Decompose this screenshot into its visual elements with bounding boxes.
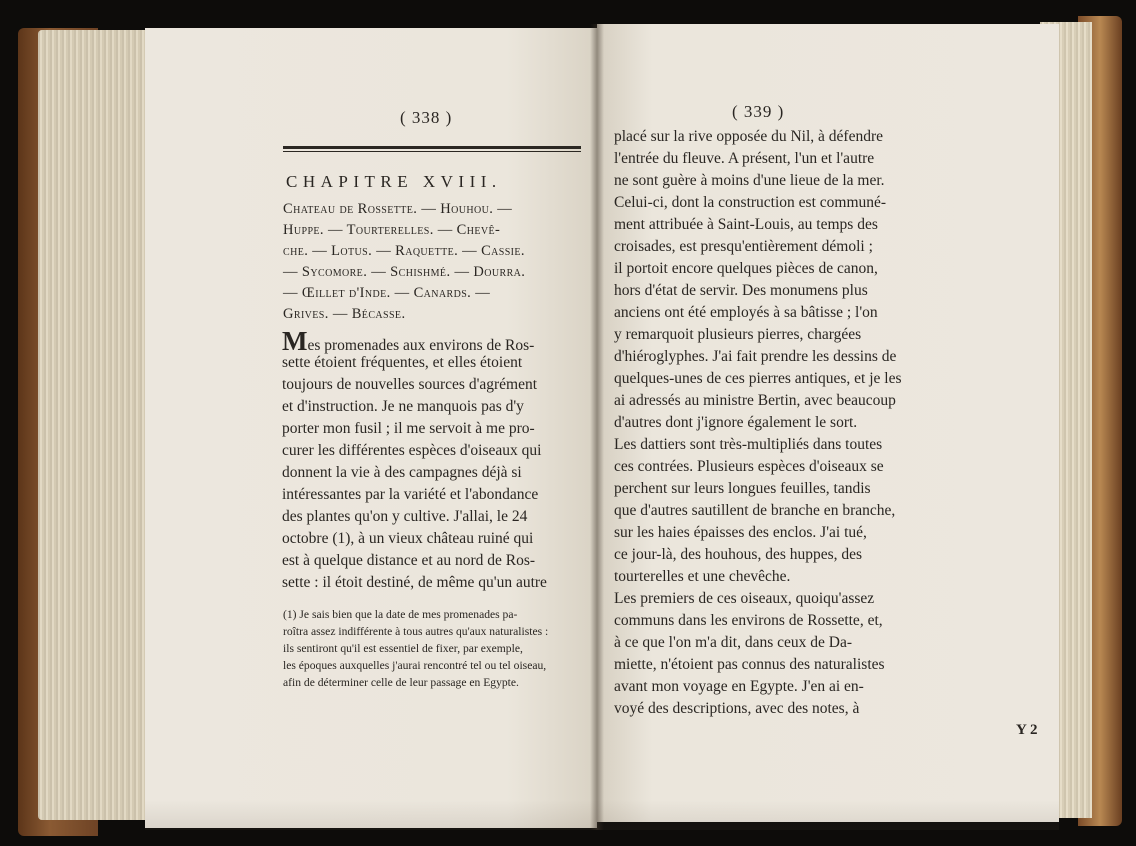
body-line: et d'instruction. Je ne manquois pas d'y bbox=[282, 398, 524, 415]
body-line: des plantes qu'on y cultive. J'allai, le 24 bbox=[282, 508, 528, 525]
body-line: ne sont guère à moins d'une lieue de la mer. bbox=[614, 172, 885, 189]
body-line: Celui-ci, dont la construction est communé- bbox=[614, 194, 887, 211]
body-line: toujours de nouvelles sources d'agrément bbox=[282, 376, 538, 393]
signature-mark: Y 2 bbox=[1016, 722, 1038, 738]
body-line: à ce que l'on m'a dit, dans ceux de Da- bbox=[614, 634, 852, 651]
body-line: perchent sur leurs longues feuilles, tandis bbox=[614, 480, 871, 497]
body-line: hors d'état de servir. Des monumens plus bbox=[614, 282, 868, 299]
body-line: il portoit encore quelques pièces de canon, bbox=[614, 260, 878, 277]
chapter-summary-line: che. — Lotus. — Raquette. — Cassie. bbox=[283, 243, 525, 259]
body-line: miette, n'étoient pas connus des naturalistes bbox=[614, 656, 885, 673]
right-page-number: ( 339 ) bbox=[732, 102, 785, 121]
footnote-line: afin de déterminer celle de leur passage en Egypte. bbox=[283, 676, 519, 689]
footnote-line: les époques auxquelles j'aurai rencontré tel ou tel oiseau, bbox=[283, 659, 547, 672]
chapter-summary-line: — Sycomore. — Schishmé. — Dourra. bbox=[283, 264, 526, 280]
body-line: communs dans les environs de Rossette, et, bbox=[614, 612, 883, 629]
body-line: intéressantes par la variété et l'abondance bbox=[282, 486, 539, 503]
chapter-title: CHAPITRE XVIII. bbox=[286, 172, 502, 191]
footnote-line: roîtra assez indifférente à tous autres qu'aux naturalistes : bbox=[283, 625, 549, 638]
body-line: ment attribuée à Saint-Louis, au temps des bbox=[614, 216, 878, 233]
body-line: que d'autres sautillent de branche en branche, bbox=[614, 502, 896, 519]
header-rule-thick bbox=[283, 146, 581, 149]
drop-cap: M bbox=[282, 326, 308, 356]
body-line: sette étoient fréquentes, et elles étoient bbox=[282, 354, 523, 371]
body-line: est à quelque distance et au nord de Ros- bbox=[282, 552, 536, 569]
chapter-summary-line: — Œillet d'Inde. — Canards. — bbox=[283, 285, 491, 301]
body-line: ai adressés au ministre Bertin, avec beaucoup bbox=[614, 392, 896, 409]
body-line: ce jour-là, des houhous, des huppes, des bbox=[614, 546, 863, 563]
body-line: y remarquoit plusieurs pierres, chargées bbox=[614, 326, 862, 343]
body-line: croisades, est presqu'entièrement démoli ; bbox=[614, 238, 873, 255]
body-first-line bbox=[282, 328, 534, 355]
left-page-number: ( 338 ) bbox=[400, 108, 453, 127]
body-line: quelques-unes de ces pierres antiques, et je les bbox=[614, 370, 902, 387]
chapter-summary-line: Huppe. — Tourterelles. — Chevê- bbox=[283, 222, 501, 238]
page-bottom-shadow bbox=[145, 800, 1059, 830]
body-line: Les premiers de ces oiseaux, quoiqu'assez bbox=[614, 590, 875, 607]
body-line: tourterelles et une chevêche. bbox=[614, 568, 791, 585]
footnote-line: (1) Je sais bien que la date de mes promenades pa- bbox=[283, 608, 518, 621]
chapter-summary-line: Chateau de Rossette. — Houhou. — bbox=[283, 201, 513, 217]
header-rule-thin bbox=[283, 151, 581, 152]
body-line: voyé des descriptions, avec des notes, à bbox=[614, 700, 860, 717]
footnote-line: ils sentiront qu'il est essentiel de fixer, par exemple, bbox=[283, 642, 523, 655]
body-line: anciens ont été employés à sa bâtisse ; l'on bbox=[614, 304, 878, 321]
book-gutter bbox=[590, 24, 604, 830]
body-line: d'hiéroglyphes. J'ai fait prendre les dessins de bbox=[614, 348, 897, 365]
body-line: sette : il étoit destiné, de même qu'un autre bbox=[282, 574, 547, 591]
body-line: curer les différentes espèces d'oiseaux qui bbox=[282, 442, 542, 459]
body-line: porter mon fusil ; il me servoit à me pro- bbox=[282, 420, 535, 437]
body-line: octobre (1), à un vieux château ruiné qui bbox=[282, 530, 534, 547]
page-edges-left bbox=[38, 30, 148, 820]
body-line: Les dattiers sont très-multipliés dans toutes bbox=[614, 436, 883, 453]
body-line: sur les haies épaisses des enclos. J'ai tué, bbox=[614, 524, 867, 541]
body-line: avant mon voyage en Egypte. J'en ai en- bbox=[614, 678, 864, 695]
first-line-text: es promenades aux environs de Ros- bbox=[307, 337, 535, 354]
body-line: ces contrées. Plusieurs espèces d'oiseaux se bbox=[614, 458, 884, 475]
body-line: d'autres dont j'ignore également le sort. bbox=[614, 414, 858, 431]
body-line: donnent la vie à des campagnes déjà si bbox=[282, 464, 522, 481]
body-line: l'entrée du fleuve. A présent, l'un et l'autre bbox=[614, 150, 875, 167]
body-line: placé sur la rive opposée du Nil, à défendre bbox=[614, 128, 883, 145]
chapter-summary-line: Grives. — Bécasse. bbox=[283, 306, 406, 322]
